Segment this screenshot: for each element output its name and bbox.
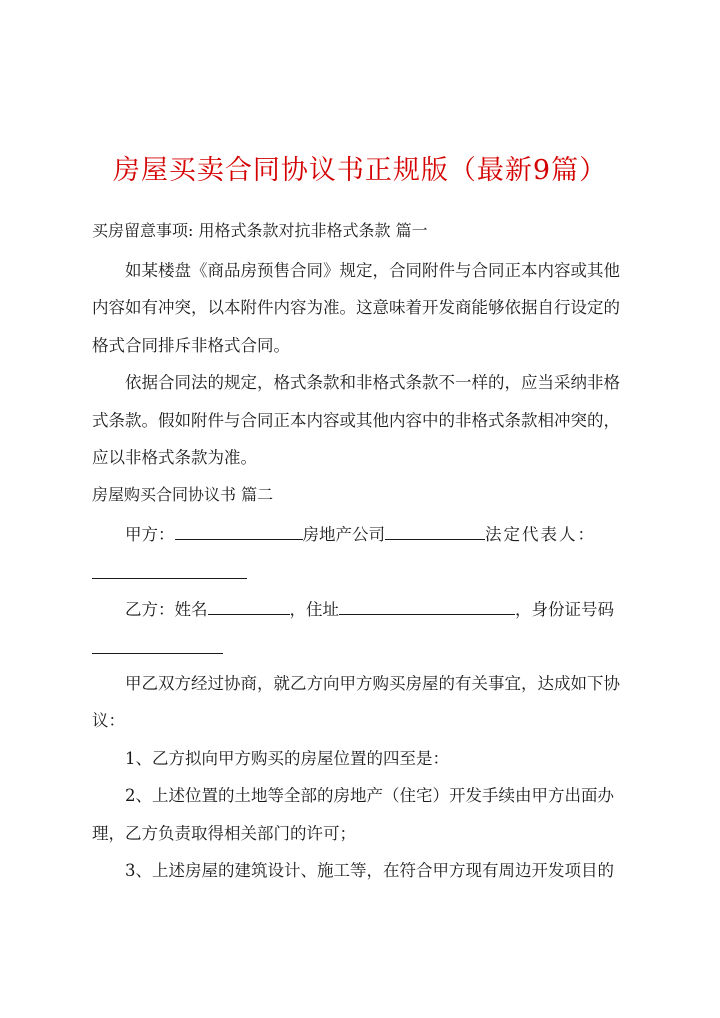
rep-blank[interactable] <box>92 560 247 579</box>
company-label: 房地产公司 <box>302 525 385 544</box>
paragraph-line: 依据合同法的规定，格式条款和非格式条款不一样的，应当采纳非格 <box>125 373 620 392</box>
name-blank[interactable] <box>208 598 290 615</box>
clause-line: 理，乙方负责取得相关部门的许可； <box>92 824 356 843</box>
party-a-blank[interactable] <box>175 523 303 540</box>
section1-heading: 买房留意事项: 用格式条款对抗非格式条款 篇一 <box>92 221 428 240</box>
paragraph-line: 议： <box>92 711 125 730</box>
party-a-label: 甲方： <box>125 525 175 544</box>
address-blank[interactable] <box>339 598 515 615</box>
paragraph-line: 如某楼盘《商品房预售合同》规定，合同附件与合同正本内容或其他 <box>125 261 620 280</box>
clause-line: 1、乙方拟向甲方购买的房屋位置的四至是： <box>125 749 449 768</box>
rep-label: 法定代表人： <box>485 525 596 544</box>
id-blank[interactable] <box>92 635 223 654</box>
party-a-line <box>125 523 596 546</box>
paragraph-line: 式条款。假如附件与合同正本内容或其他内容中的非格式条款相冲突的， <box>92 411 620 430</box>
paragraph-line: 内容如有冲突，以本附件内容为准。这意味着开发商能够依据自行设定的 <box>92 298 620 317</box>
id-label: ，身份证号码 <box>515 600 614 619</box>
clause-line: 2、上述位置的土地等全部的房地产（住宅）开发手续由甲方出面办 <box>125 786 614 805</box>
address-label: ，住址 <box>289 600 339 619</box>
party-b-line <box>125 598 614 621</box>
company-blank[interactable] <box>385 523 485 540</box>
paragraph-line: 应以非格式条款为准。 <box>92 448 257 467</box>
party-b-label: 乙方：姓名 <box>125 600 208 619</box>
paragraph-line: 格式合同排斥非格式合同。 <box>92 336 290 355</box>
clause-line: 3、上述房屋的建筑设计、施工等，在符合甲方现有周边开发项目的 <box>125 861 614 880</box>
paragraph-line: 甲乙双方经过协商，就乙方向甲方购买房屋的有关事宜，达成如下协 <box>125 674 620 693</box>
document-title: 房屋买卖合同协议书正规版（最新9篇） <box>112 155 608 186</box>
section2-heading: 房屋购买合同协议书 篇二 <box>92 485 274 504</box>
